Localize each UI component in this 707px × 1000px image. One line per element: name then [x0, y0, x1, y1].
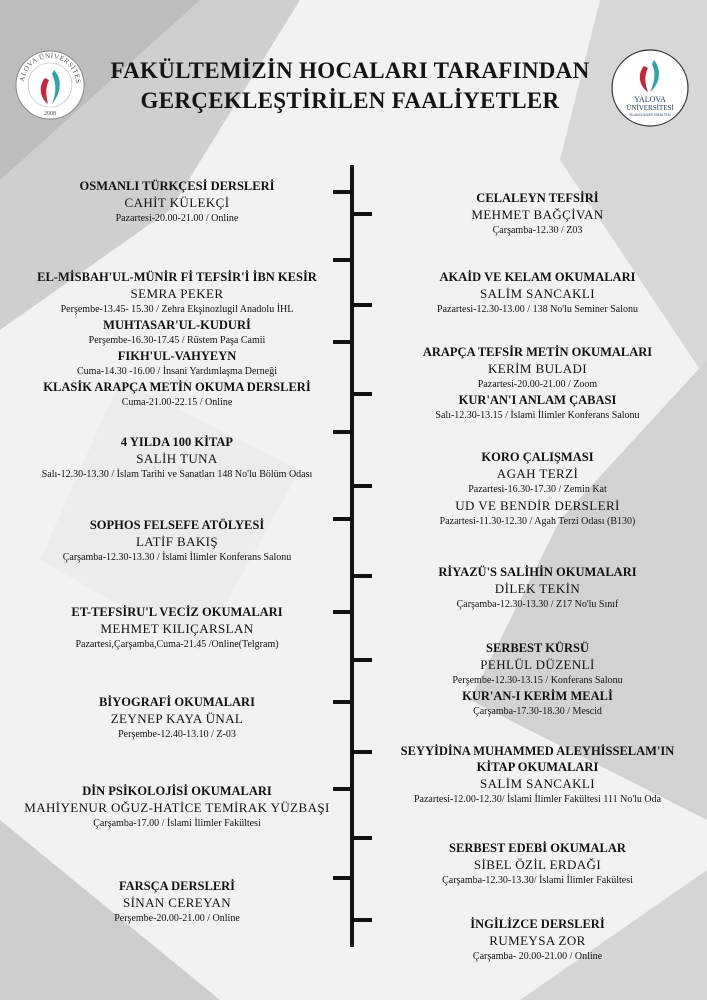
activity-title: KLASİK ARAPÇA METİN OKUMA DERSLERİ	[43, 380, 311, 394]
activity-detail: Pazartesi-20.00-21.00 / Online	[115, 213, 239, 224]
activity-biyografi	[0, 694, 354, 742]
activity-detail: Pazartesi-12.30-13.00 / 138 No'lu Seminer Salonu	[437, 304, 638, 315]
seal-ring-text: ALOVA ÜNİVERSİTES	[18, 51, 83, 85]
activity-title: CELALEYN TEFSİRİ	[476, 191, 599, 205]
activity-teacher: AGAH TERZİ	[496, 466, 579, 481]
activity-teacher: SEMRA PEKER	[130, 286, 224, 301]
page-title-line2: GERÇEKLEŞTİRİLEN FAALİYETLER	[140, 88, 560, 113]
activity-detail: Cuma-21.00-22.15 / Online	[121, 397, 233, 408]
activity-el-misbah	[0, 269, 354, 410]
activity-title: KUR'AN-I KERİM MEALİ	[462, 689, 613, 703]
activity-detail: Çarşamba-12.30-13.30/ İslami İlimler Fakültesi	[442, 875, 633, 886]
activity-detail: Pazartesi-12.00-12.30/ İslami İlimler Fakültesi 111 No'lu Oda	[413, 794, 662, 805]
activity-detail: Çarşamba-12.30 / Z03	[492, 225, 583, 236]
activity-detail: Pazartesi-16.30-17.30 / Zemin Kat	[468, 484, 607, 495]
activity-teacher: CAHİT KÜLEKÇİ	[124, 195, 230, 210]
activity-riyazus-salihin	[368, 564, 707, 612]
activity-detail: Çarşamba-12.30-13.30 / Z17 No'lu Sınıf	[456, 599, 619, 610]
activity-detail: Salı-12.30-13.30 / İslam Tarihi ve Sanatları 148 No'lu Bölüm Odası	[41, 469, 313, 480]
activity-title: OSMANLI TÜRKÇESİ DERSLERİ	[79, 179, 275, 193]
faculty-logo-line1: YALOVA	[634, 95, 666, 104]
activity-akaid-kelam	[368, 269, 707, 317]
activity-et-tefsiru	[0, 604, 354, 652]
activity-teacher: SALİH TUNA	[136, 451, 218, 466]
activity-title: ARAPÇA TEFSİR METİN OKUMALARI	[422, 345, 653, 359]
activity-teacher: LATİF BAKIŞ	[135, 534, 219, 549]
activity-detail: Pazartesi-11.30-12.30 / Agah Terzi Odası (B130)	[439, 516, 636, 527]
activity-detail: Salı-12.30-13.15 / İslami İlimler Konferans Salonu	[435, 410, 640, 421]
activity-koro	[368, 449, 707, 529]
activity-din-psikolojisi	[0, 783, 354, 831]
activity-serbest-kursu	[368, 640, 707, 719]
activity-teacher: MAHİYENUR OĞUZ-HATİCE TEMİRAK YÜZBAŞI	[24, 800, 330, 815]
activity-detail: Çarşamba-17.30-18.30 / Mescid	[473, 706, 602, 717]
seal-year: 2008	[44, 111, 56, 117]
faculty-logo-line3: İSLAMİ İLİMLER FAKÜLTESİ	[629, 113, 671, 117]
activity-detail: Pazartesi-20.00-21.00 / Zoom	[477, 379, 598, 390]
activity-arapca-tefsir	[368, 344, 707, 423]
activity-title: FIKH'UL-VAHYEYN	[117, 349, 237, 363]
yalova-university-faculty-logo-icon	[610, 48, 690, 128]
activity-osmanli-turkcesi	[0, 178, 354, 226]
activity-title: SEYYİDİNA MUHAMMED ALEYHİSSELAM'IN	[400, 744, 675, 758]
timeline-tick-left	[333, 258, 353, 262]
activity-detail: Perşembe-12.40-13.10 / Z-03	[118, 729, 236, 740]
activity-title: ET-TEFSİRU'L VECİZ OKUMALARI	[71, 605, 283, 619]
activity-detail: Çarşamba-17.00 / İslami İlimler Fakültesi	[93, 818, 261, 829]
activity-detail: Cuma-14.30 -16.00 / İnsani Yardımlaşma Derneği	[77, 366, 277, 377]
activity-title-line2: KİTAP OKUMALARI	[476, 760, 599, 774]
faculty-logo-line2: ÜNİVERSİTESİ	[626, 104, 674, 112]
activity-title: KUR'AN'I ANLAM ÇABASI	[458, 393, 617, 407]
activity-detail: Perşembe-12.30-13.15 / Konferans Salonu	[452, 675, 623, 686]
activity-teacher: PEHLÜL DÜZENLİ	[480, 657, 595, 672]
activity-ingilizce	[368, 916, 707, 964]
activity-sophos	[0, 517, 354, 565]
activity-detail: Çarşamba- 20.00-21.00 / Online	[472, 951, 603, 962]
activity-detail: Perşembe-13.45- 15.30 / Zehra Ekşinozlugil Anadolu İHL	[60, 304, 294, 315]
activity-100-kitap	[0, 434, 354, 482]
activity-title: EL-MİSBAH'UL-MÜNİR Fİ TEFSİR'İ İBN KESİR	[37, 270, 317, 284]
activity-teacher: MEHMET BAĞÇİVAN	[471, 207, 604, 222]
activity-teacher: KERİM BULADI	[487, 361, 588, 376]
activity-title: SERBEST EDEBİ OKUMALAR	[449, 841, 626, 855]
activity-title: SERBEST KÜRSÜ	[486, 641, 589, 655]
activity-teacher: DİLEK TEKİN	[494, 581, 581, 596]
activity-title: AKAİD VE KELAM OKUMALARI	[439, 270, 636, 284]
activity-teacher: SALİM SANCAKLI	[479, 776, 596, 791]
activity-teacher: SİNAN CEREYAN	[122, 895, 232, 910]
page-title-line1: FAKÜLTEMİZİN HOCALARI TARAFINDAN	[110, 58, 590, 83]
activity-teacher: SİBEL ÖZİL ERDAĞI	[473, 857, 602, 872]
activity-title: MUHTASAR'UL-KUDURİ	[103, 318, 251, 332]
activity-detail: Perşembe-20.00-21.00 / Online	[114, 913, 240, 924]
activity-title: KORO ÇALIŞMASI	[481, 450, 594, 464]
activity-title: 4 YILDA 100 KİTAP	[120, 435, 234, 449]
activity-serbest-edebi	[368, 840, 707, 888]
activity-teacher: MEHMET KILIÇARSLAN	[100, 621, 254, 636]
activity-title: DİN PSİKOLOJİSİ OKUMALARI	[82, 784, 272, 798]
activity-teacher: RUMEYSA ZOR	[489, 933, 586, 948]
activity-detail: Çarşamba-12.30-13.30 / İslami İlimler Konferans Salonu	[62, 552, 292, 563]
activity-seyyidina-muhammed	[368, 743, 707, 807]
activity-title: UD VE BENDİR DERSLERİ	[455, 498, 620, 513]
activity-farsca	[0, 878, 354, 926]
activity-detail: Pazartesi,Çarşamba,Cuma-21.45 /Online(Telgram)	[75, 639, 279, 650]
activity-title: SOPHOS FELSEFE ATÖLYESİ	[89, 518, 265, 532]
activity-title: RİYAZÜ'S SALİHİN OKUMALARI	[438, 565, 637, 579]
activity-title: BİYOGRAFİ OKUMALARI	[99, 695, 255, 709]
activity-celaleyn	[368, 190, 707, 238]
activity-detail: Perşembe-16.30-17.45 / Rüstem Paşa Camii	[88, 335, 266, 346]
activity-teacher: SALİM SANCAKLI	[479, 286, 596, 301]
activity-teacher: ZEYNEP KAYA ÜNAL	[110, 711, 244, 726]
activity-title: İNGİLİZCE DERSLERİ	[470, 917, 605, 931]
yalova-university-seal-icon	[12, 38, 88, 128]
activity-title: FARSÇA DERSLERİ	[118, 879, 236, 893]
